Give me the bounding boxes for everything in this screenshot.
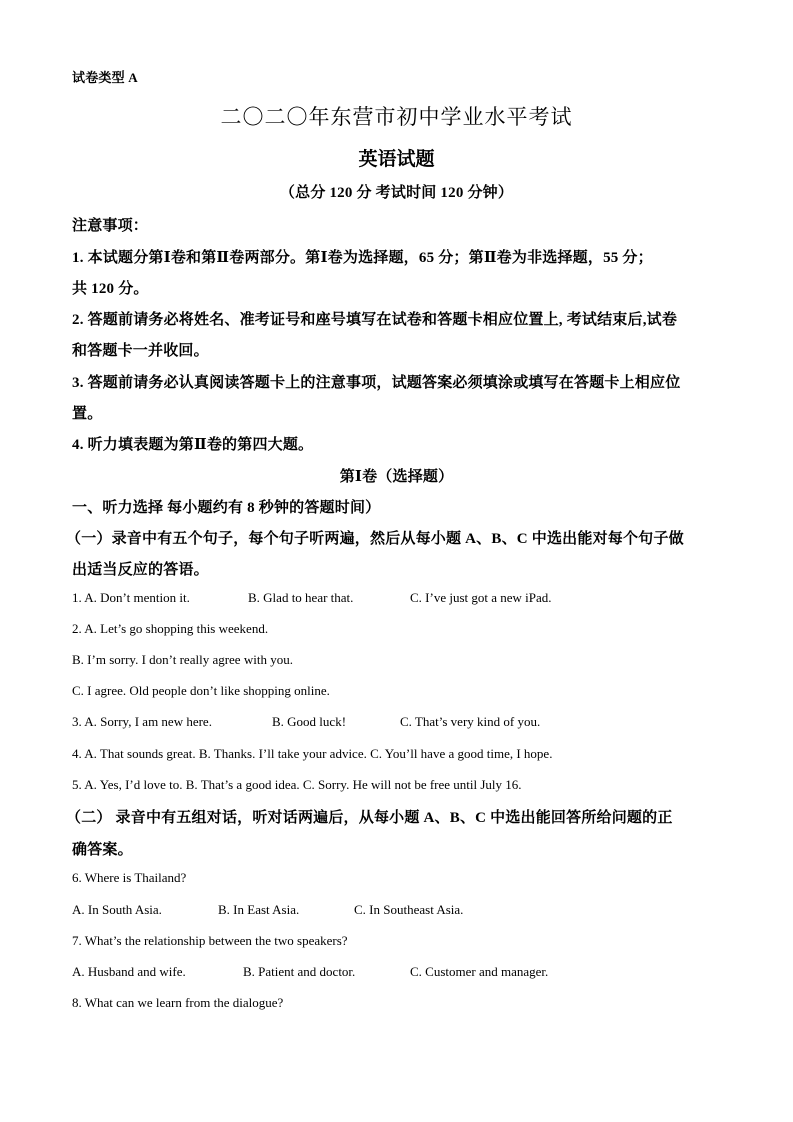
q1-option-b: B. Glad to hear that. bbox=[248, 590, 354, 605]
question-5: 5. A. Yes, I’d love to. B. That’s a good idea. C. Sorry. He will not be free until July 16. bbox=[72, 777, 522, 792]
sub2-instructions-line2: 确答案。 bbox=[72, 842, 133, 858]
section1-heading: 一、听力选择 每小题约有 8 秒钟的答题时间） bbox=[72, 500, 381, 516]
q7-option-b: B. Patient and doctor. bbox=[243, 964, 356, 979]
question-8: 8. What can we learn from the dialogue? bbox=[72, 995, 284, 1010]
note-2-line2: 和答题卡一并收回。 bbox=[72, 343, 209, 359]
q7-option-a: A. Husband and wife. bbox=[72, 964, 186, 979]
q6-option-a: A. In South Asia. bbox=[72, 902, 162, 917]
part1-heading: 第Ⅰ卷（选择题） bbox=[339, 469, 454, 485]
exam-meta: （总分 120 分 考试时间 120 分钟） bbox=[279, 185, 514, 201]
question-4: 4. A. That sounds great. B. Thanks. I’ll take your advice. C. You’ll have a good time, I hope. bbox=[72, 746, 553, 761]
q3-option-a: 3. A. Sorry, I am new here. bbox=[72, 714, 212, 729]
q3-option-b: B. Good luck! bbox=[272, 714, 347, 729]
paper-type: 试卷类型 A bbox=[72, 70, 138, 85]
note-3-line1: 3. 答题前请务必认真阅读答题卡上的注意事项，试题答案必须填涂或填写在答题卡上相应位 bbox=[72, 375, 681, 391]
q1-option-c: C. I’ve just got a new iPad. bbox=[410, 590, 552, 605]
q3-option-c: C. That’s very kind of you. bbox=[400, 714, 541, 729]
note-4: 4. 听力填表题为第Ⅱ卷的第四大题。 bbox=[72, 437, 314, 453]
q7-option-c: C. Customer and manager. bbox=[410, 964, 549, 979]
q2-option-a: 2. A. Let’s go shopping this weekend. bbox=[72, 621, 269, 636]
q6-option-b: B. In East Asia. bbox=[218, 902, 300, 917]
notes-heading: 注意事项： bbox=[72, 218, 149, 234]
q1-option-a: 1. A. Don’t mention it. bbox=[72, 590, 190, 605]
sub2-instructions-line1: （二） 录音中有五组对话，听对话两遍后，从每小题 A、B、C 中选出能回答所给问题的正 bbox=[66, 810, 673, 826]
q2-option-c: C. I agree. Old people don’t like shopping online. bbox=[72, 683, 330, 698]
exam-title: 二〇二〇年东营市初中学业水平考试 bbox=[220, 105, 573, 129]
question-6: 6. Where is Thailand? bbox=[72, 870, 187, 885]
q6-option-c: C. In Southeast Asia. bbox=[354, 902, 464, 917]
note-2-line1: 2. 答题前请务必将姓名、准考证号和座号填写在试卷和答题卡相应位置上, 考试结束后,试卷 bbox=[72, 312, 678, 328]
note-3-line2: 置。 bbox=[72, 406, 103, 422]
sub1-instructions-line2: 出适当反应的答语。 bbox=[72, 562, 209, 578]
subject-title: 英语试题 bbox=[358, 148, 435, 170]
note-1-line1: 1. 本试题分第Ⅰ卷和第Ⅱ卷两部分。第Ⅰ卷为选择题，65 分；第Ⅱ卷为非选择题，55 分； bbox=[72, 250, 653, 266]
question-7: 7. What’s the relationship between the two speakers? bbox=[72, 933, 348, 948]
note-1-line2: 共 120 分。 bbox=[72, 281, 149, 297]
sub1-instructions-line1: （一）录音中有五个句子，每个句子听两遍，然后从每小题 A、B、C 中选出能对每个句子做 bbox=[66, 531, 684, 547]
q2-option-b: B. I’m sorry. I don’t really agree with you. bbox=[72, 652, 293, 667]
